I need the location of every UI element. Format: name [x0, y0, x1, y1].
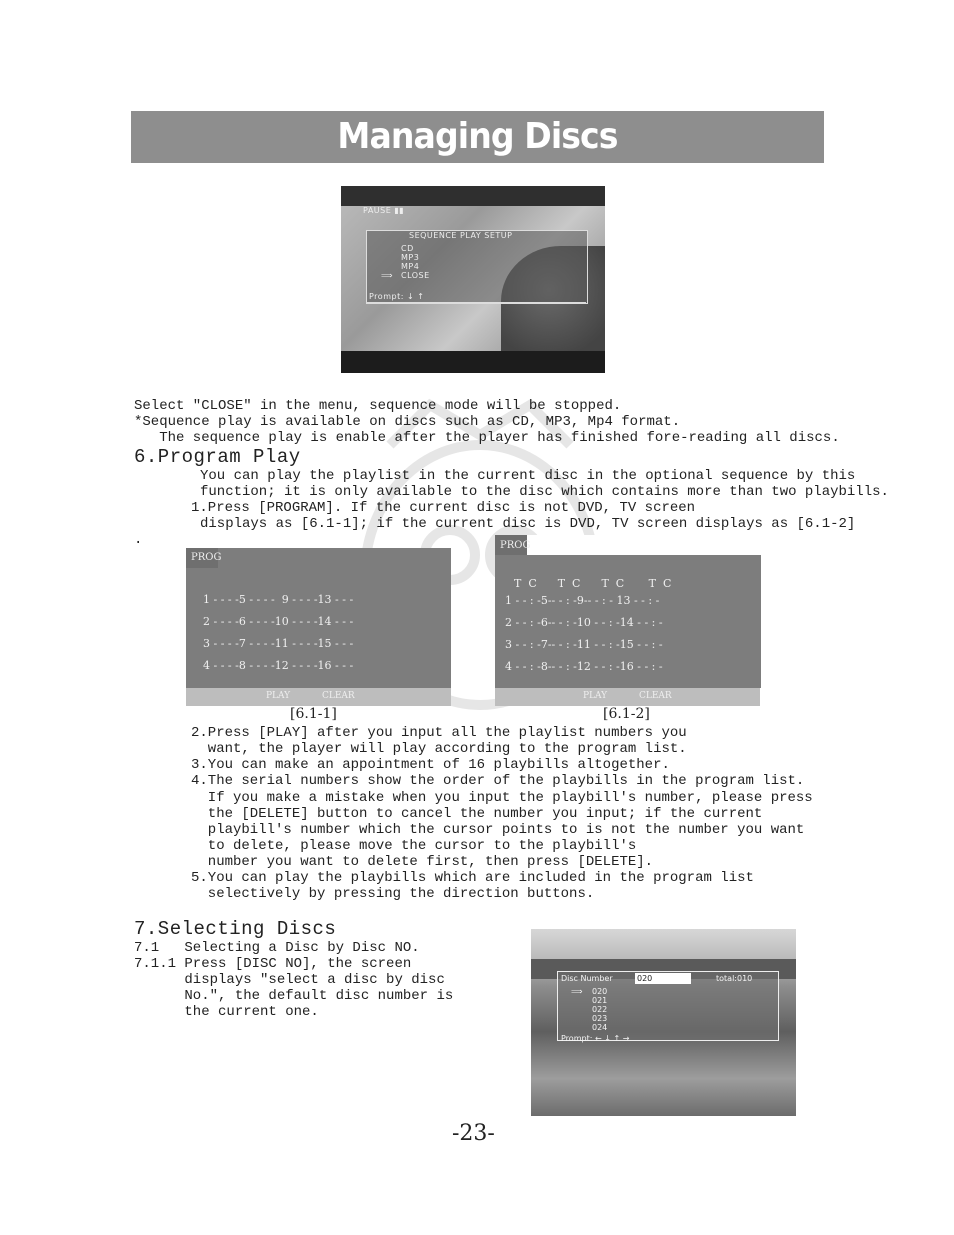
cursor-arrow-icon: ⟹	[571, 987, 583, 996]
prog-row: 4 - - : -8-- - : -12 - - : -16 - - : -	[505, 660, 663, 673]
total-label: total:010	[716, 974, 753, 983]
intro-line: *Sequence play is available on discs such as CD, MP3, Mp4 format.	[134, 414, 681, 430]
step-line: 4.The serial numbers show the order of the playbills in the program list.	[191, 773, 805, 789]
prompt-label: Prompt: ← ↓ ↑ →	[561, 1034, 630, 1043]
step-line: 5.You can play the playbills which are included in the program list	[191, 870, 754, 886]
menu-item-mp3: MP3	[401, 253, 420, 262]
disc-item: 020	[592, 987, 608, 996]
prog-row: 4 - - - -8 - - - -12 - - - -16 - - -	[203, 659, 354, 672]
step-line: playbill's number which the cursor points to is not the number you want	[191, 822, 805, 838]
paragraph-line: displays as [6.1-1]; if the current disc is DVD, TV screen displays as [6.1-2]	[200, 516, 856, 532]
section-heading: 7.Selecting Discs	[134, 918, 337, 940]
clear-label: CLEAR	[322, 691, 355, 701]
menu-item-mp4: MP4	[401, 262, 420, 271]
intro-line: Select "CLOSE" in the menu, sequence mode will be stopped.	[134, 398, 622, 414]
section7-line: 7.1.1 Press [DISC NO], the screen	[134, 956, 412, 972]
sequence-play-screenshot	[341, 186, 605, 373]
menu-divider	[366, 302, 586, 303]
paragraph-line: You can play the playlist in the current disc in the optional sequence by this	[200, 468, 856, 484]
paragraph-line: 1.Press [PROGRAM]. If the current disc is not DVD, TV screen	[191, 500, 696, 516]
menu-item-close: CLOSE	[401, 271, 430, 280]
prog-label: PROG	[191, 552, 222, 563]
step-line: selectively by pressing the direction buttons.	[191, 886, 595, 902]
prog-row: 1 - - - -5 - - - - 9 - - - -13 - - -	[203, 593, 354, 606]
prog-label: PROG	[500, 540, 531, 551]
page-title: Managing Discs	[337, 116, 618, 157]
step-line: If you make a mistake when you input the playbill's number, please press	[191, 790, 813, 806]
section-heading: 6.Program Play	[134, 446, 301, 468]
play-label: PLAY	[583, 691, 608, 701]
menu-title: SEQUENCE PLAY SETUP	[409, 231, 513, 240]
program-screen-1	[186, 548, 451, 706]
prompt-label: Prompt: ↓ ↑	[369, 292, 425, 301]
step-line: number you want to delete first, then press [DELETE].	[191, 854, 654, 870]
prog-footer	[495, 688, 760, 706]
section7-line: No.", the default disc number is	[134, 988, 454, 1004]
disc-item: 022	[592, 1005, 608, 1014]
disc-item: 021	[592, 996, 608, 1005]
step-line: 2.Press [PLAY] after you input all the playlist numbers you	[191, 725, 687, 741]
pause-indicator: PAUSE ▮▮	[363, 206, 405, 215]
menu-item-cd: CD	[401, 244, 414, 253]
paragraph-line: function; it is only available to the disc which contains more than two playbills.	[200, 484, 889, 500]
page-number: -23-	[452, 1121, 495, 1146]
figure-caption: [6.1-2]	[603, 706, 650, 722]
prog-row: 2 - - - -6 - - - -10 - - - -14 - - -	[203, 615, 354, 628]
cursor-arrow-icon: ⟹	[381, 271, 393, 280]
prog-column-header: T C T C T C T C	[507, 577, 672, 590]
step-line: want, the player will play according to the program list.	[191, 741, 687, 757]
step-line: the [DELETE] button to cancel the number you input; if the current	[191, 806, 763, 822]
disc-item: 024	[592, 1023, 608, 1032]
clear-label: CLEAR	[639, 691, 672, 701]
screen-bottom-bar	[341, 351, 605, 373]
section7-line: displays "select a disc by disc	[134, 972, 445, 988]
disc-item: 023	[592, 1014, 608, 1023]
prog-row: 3 - - - -7 - - - -11 - - - -15 - - -	[203, 637, 354, 650]
disc-number-value: 020	[637, 974, 653, 983]
section7-line: 7.1 Selecting a Disc by Disc NO.	[134, 940, 420, 956]
prog-row: 1 - - : -5-- - : -9-- - : - 13 - - : -	[505, 594, 660, 607]
intro-line: The sequence play is enable after the player has finished fore-reading all discs.	[134, 430, 840, 446]
section7-line: the current one.	[134, 1004, 319, 1020]
disc-number-screenshot	[531, 929, 796, 1116]
step-line: to delete, please move the cursor to the playbill's	[191, 838, 637, 854]
figure-caption: [6.1-1]	[290, 706, 337, 722]
play-label: PLAY	[266, 691, 291, 701]
disc-number-label: Disc Number	[561, 974, 613, 983]
prog-row: 2 - - : -6-- - : -10 - - : -14 - - : -	[505, 616, 663, 629]
program-screen-2	[495, 535, 761, 706]
step-line: 3.You can make an appointment of 16 playbills altogether.	[191, 757, 670, 773]
prog-footer	[186, 688, 451, 706]
paragraph-line: .	[134, 532, 143, 548]
title-banner	[131, 111, 824, 163]
prog-row: 3 - - : -7-- - : -11 - - : -15 - - : -	[505, 638, 663, 651]
